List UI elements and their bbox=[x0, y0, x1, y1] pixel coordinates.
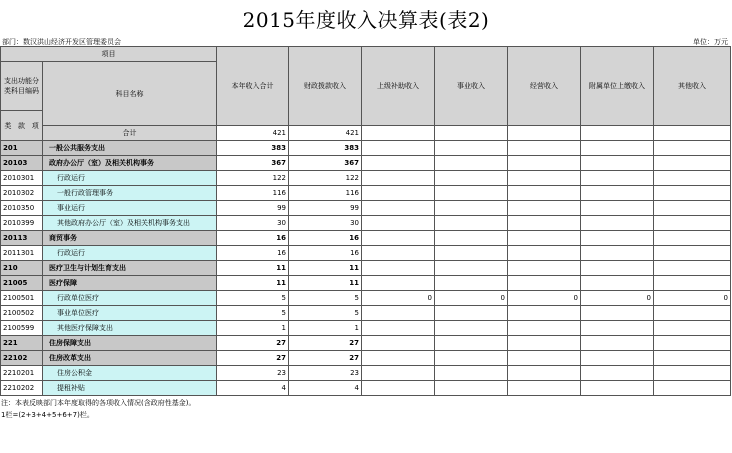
row-other-3 bbox=[362, 201, 435, 216]
row-fiscal-income: 5 bbox=[289, 291, 362, 306]
header-col-5: 经营收入 bbox=[508, 47, 581, 126]
row-other-5 bbox=[508, 246, 581, 261]
row-fiscal-income: 23 bbox=[289, 366, 362, 381]
row-code: 21005 bbox=[1, 276, 43, 291]
table-row bbox=[1, 321, 731, 336]
row-other-7 bbox=[654, 276, 731, 291]
row-other-7 bbox=[654, 246, 731, 261]
row-other-6 bbox=[581, 381, 654, 396]
header-col-1: 本年收入合计 bbox=[217, 47, 289, 126]
row-other-3 bbox=[362, 366, 435, 381]
table-row bbox=[1, 216, 731, 231]
table-row bbox=[1, 141, 731, 156]
row-other-7 bbox=[654, 351, 731, 366]
row-fiscal-income: 116 bbox=[289, 186, 362, 201]
row-other-5 bbox=[508, 321, 581, 336]
report-title: 2015年度收入决算表(表2) bbox=[242, 8, 490, 32]
row-code: 201 bbox=[1, 141, 43, 156]
total-label: 合计 bbox=[43, 126, 217, 141]
header-lei: 类 bbox=[4, 121, 12, 130]
table-row bbox=[1, 306, 731, 321]
row-other-5 bbox=[508, 351, 581, 366]
row-total-income: 4 bbox=[217, 381, 289, 396]
row-other-5 bbox=[508, 261, 581, 276]
row-subject-name: 政府办公厅（室）及相关机构事务 bbox=[43, 156, 217, 171]
table-row bbox=[1, 201, 731, 216]
row-subject-name: 其他医疗保障支出 bbox=[43, 321, 217, 336]
row-other-7 bbox=[654, 201, 731, 216]
table-row bbox=[1, 156, 731, 171]
row-subject-name: 一般行政管理事务 bbox=[43, 186, 217, 201]
income-table bbox=[0, 46, 731, 396]
row-total-income: 5 bbox=[217, 306, 289, 321]
row-subject-name: 医疗卫生与计划生育支出 bbox=[43, 261, 217, 276]
row-total-income: 27 bbox=[217, 351, 289, 366]
row-code: 210 bbox=[1, 261, 43, 276]
row-other-3 bbox=[362, 261, 435, 276]
row-other-4: 0 bbox=[435, 291, 508, 306]
row-subject-name: 行政单位医疗 bbox=[43, 291, 217, 306]
row-other-5 bbox=[508, 201, 581, 216]
row-other-5 bbox=[508, 231, 581, 246]
row-code: 2210201 bbox=[1, 366, 43, 381]
header-col-2: 财政拨款收入 bbox=[289, 47, 362, 126]
row-code: 2210202 bbox=[1, 381, 43, 396]
row-other-4 bbox=[435, 366, 508, 381]
table-row bbox=[1, 366, 731, 381]
row-code: 2010399 bbox=[1, 216, 43, 231]
row-other-5 bbox=[508, 141, 581, 156]
row-other-3 bbox=[362, 141, 435, 156]
row-subject-name: 行政运行 bbox=[43, 246, 217, 261]
row-other-3 bbox=[362, 171, 435, 186]
row-other-3 bbox=[362, 186, 435, 201]
row-fiscal-income: 27 bbox=[289, 351, 362, 366]
row-other-6 bbox=[581, 276, 654, 291]
row-other-5 bbox=[508, 366, 581, 381]
row-other-5 bbox=[508, 156, 581, 171]
row-other-4 bbox=[435, 216, 508, 231]
row-other-6 bbox=[581, 321, 654, 336]
header-xiang: 项 bbox=[31, 121, 39, 130]
row-other-4 bbox=[435, 336, 508, 351]
row-subject-name: 医疗保障 bbox=[43, 276, 217, 291]
row-total-income: 5 bbox=[217, 291, 289, 306]
row-fiscal-income: 99 bbox=[289, 201, 362, 216]
header-col-7: 其他收入 bbox=[654, 47, 731, 126]
row-other-5 bbox=[508, 336, 581, 351]
row-other-6 bbox=[581, 261, 654, 276]
row-fiscal-income: 367 bbox=[289, 156, 362, 171]
row-fiscal-income: 122 bbox=[289, 171, 362, 186]
row-total-income: 23 bbox=[217, 366, 289, 381]
row-fiscal-income: 27 bbox=[289, 336, 362, 351]
header-project: 项目 bbox=[1, 47, 217, 62]
row-total-income: 11 bbox=[217, 261, 289, 276]
total-row bbox=[1, 126, 731, 141]
row-other-4 bbox=[435, 231, 508, 246]
row-other-4 bbox=[435, 186, 508, 201]
row-fiscal-income: 30 bbox=[289, 216, 362, 231]
row-total-income: 30 bbox=[217, 216, 289, 231]
row-fiscal-income: 16 bbox=[289, 231, 362, 246]
table-row bbox=[1, 231, 731, 246]
row-total-income: 116 bbox=[217, 186, 289, 201]
row-other-4 bbox=[435, 306, 508, 321]
row-other-6 bbox=[581, 186, 654, 201]
row-code: 2010302 bbox=[1, 186, 43, 201]
row-subject-name: 住房保障支出 bbox=[43, 336, 217, 351]
row-fiscal-income: 11 bbox=[289, 261, 362, 276]
row-other-4 bbox=[435, 246, 508, 261]
header-lkx-cell bbox=[1, 111, 43, 141]
row-code: 2100502 bbox=[1, 306, 43, 321]
row-other-7 bbox=[654, 261, 731, 276]
unit-label: 单位：万元 bbox=[693, 38, 728, 46]
table-row bbox=[1, 351, 731, 366]
row-other-6 bbox=[581, 366, 654, 381]
row-other-7 bbox=[654, 156, 731, 171]
row-other-6 bbox=[581, 246, 654, 261]
row-other-3 bbox=[362, 246, 435, 261]
row-code: 20103 bbox=[1, 156, 43, 171]
row-code: 221 bbox=[1, 336, 43, 351]
row-other-7 bbox=[654, 141, 731, 156]
row-other-7: 0 bbox=[654, 291, 731, 306]
row-other-5 bbox=[508, 216, 581, 231]
table-row bbox=[1, 381, 731, 396]
row-other-6 bbox=[581, 156, 654, 171]
header-subject-name: 科目名称 bbox=[43, 62, 217, 126]
row-other-6: 0 bbox=[581, 291, 654, 306]
row-fiscal-income: 383 bbox=[289, 141, 362, 156]
total-value-2: 421 bbox=[289, 126, 362, 141]
row-subject-name: 一般公共服务支出 bbox=[43, 141, 217, 156]
header-row-project bbox=[1, 47, 731, 62]
header-kuan: 款 bbox=[18, 121, 25, 130]
row-code: 20113 bbox=[1, 231, 43, 246]
row-other-3 bbox=[362, 336, 435, 351]
row-other-4 bbox=[435, 261, 508, 276]
row-other-3 bbox=[362, 231, 435, 246]
table-row bbox=[1, 276, 731, 291]
row-other-7 bbox=[654, 171, 731, 186]
row-code: 2010301 bbox=[1, 171, 43, 186]
row-other-5 bbox=[508, 276, 581, 291]
row-total-income: 383 bbox=[217, 141, 289, 156]
row-subject-name: 住房公积金 bbox=[43, 366, 217, 381]
row-fiscal-income: 1 bbox=[289, 321, 362, 336]
row-other-3: 0 bbox=[362, 291, 435, 306]
row-total-income: 99 bbox=[217, 201, 289, 216]
row-other-6 bbox=[581, 351, 654, 366]
table-row bbox=[1, 186, 731, 201]
row-other-7 bbox=[654, 381, 731, 396]
row-other-7 bbox=[654, 186, 731, 201]
table-row bbox=[1, 171, 731, 186]
row-subject-name: 行政运行 bbox=[43, 171, 217, 186]
row-other-5: 0 bbox=[508, 291, 581, 306]
header-class-code: 支出功能分类科目编码 bbox=[1, 62, 43, 111]
row-fiscal-income: 16 bbox=[289, 246, 362, 261]
row-subject-name: 提租补贴 bbox=[43, 381, 217, 396]
row-other-6 bbox=[581, 216, 654, 231]
row-total-income: 122 bbox=[217, 171, 289, 186]
row-code: 2010350 bbox=[1, 201, 43, 216]
row-other-4 bbox=[435, 156, 508, 171]
header-col-6: 附属单位上缴收入 bbox=[581, 47, 654, 126]
footnote-2: 1栏=(2+3+4+5+6+7)栏。 bbox=[1, 411, 94, 419]
row-other-4 bbox=[435, 171, 508, 186]
row-total-income: 1 bbox=[217, 321, 289, 336]
row-other-6 bbox=[581, 171, 654, 186]
row-other-7 bbox=[654, 366, 731, 381]
row-other-3 bbox=[362, 156, 435, 171]
row-other-4 bbox=[435, 201, 508, 216]
row-other-4 bbox=[435, 141, 508, 156]
row-other-5 bbox=[508, 381, 581, 396]
row-other-5 bbox=[508, 171, 581, 186]
row-other-6 bbox=[581, 141, 654, 156]
row-code: 22102 bbox=[1, 351, 43, 366]
row-other-6 bbox=[581, 231, 654, 246]
row-subject-name: 事业单位医疗 bbox=[43, 306, 217, 321]
table-row bbox=[1, 261, 731, 276]
row-other-7 bbox=[654, 321, 731, 336]
table-row bbox=[1, 246, 731, 261]
row-other-4 bbox=[435, 276, 508, 291]
row-fiscal-income: 5 bbox=[289, 306, 362, 321]
row-other-3 bbox=[362, 381, 435, 396]
row-other-7 bbox=[654, 216, 731, 231]
row-total-income: 16 bbox=[217, 231, 289, 246]
row-other-6 bbox=[581, 201, 654, 216]
row-fiscal-income: 11 bbox=[289, 276, 362, 291]
row-subject-name: 其他政府办公厅（室）及相关机构事务支出 bbox=[43, 216, 217, 231]
row-subject-name: 事业运行 bbox=[43, 201, 217, 216]
row-other-6 bbox=[581, 336, 654, 351]
table-row bbox=[1, 336, 731, 351]
row-other-5 bbox=[508, 186, 581, 201]
department-label: 部门：数汉洪山经济开发区管理委员会 bbox=[2, 38, 121, 46]
row-other-3 bbox=[362, 306, 435, 321]
total-value-1: 421 bbox=[217, 126, 289, 141]
header-col-3: 上级补助收入 bbox=[362, 47, 435, 126]
row-other-7 bbox=[654, 231, 731, 246]
row-total-income: 11 bbox=[217, 276, 289, 291]
row-subject-name: 住房改革支出 bbox=[43, 351, 217, 366]
row-other-5 bbox=[508, 306, 581, 321]
row-subject-name: 商贸事务 bbox=[43, 231, 217, 246]
row-other-4 bbox=[435, 321, 508, 336]
header-col-4: 事业收入 bbox=[435, 47, 508, 126]
row-total-income: 367 bbox=[217, 156, 289, 171]
row-total-income: 27 bbox=[217, 336, 289, 351]
row-code: 2100501 bbox=[1, 291, 43, 306]
row-other-4 bbox=[435, 381, 508, 396]
row-other-4 bbox=[435, 351, 508, 366]
table-row bbox=[1, 291, 731, 306]
row-total-income: 16 bbox=[217, 246, 289, 261]
row-code: 2011301 bbox=[1, 246, 43, 261]
row-other-3 bbox=[362, 321, 435, 336]
row-fiscal-income: 4 bbox=[289, 381, 362, 396]
row-other-7 bbox=[654, 336, 731, 351]
row-other-6 bbox=[581, 306, 654, 321]
row-other-3 bbox=[362, 351, 435, 366]
row-other-3 bbox=[362, 216, 435, 231]
row-other-3 bbox=[362, 276, 435, 291]
footnote-1: 注：本表反映部门本年度取得的各项收入情况(含政府性基金)。 bbox=[1, 399, 196, 407]
row-other-7 bbox=[654, 306, 731, 321]
row-code: 2100599 bbox=[1, 321, 43, 336]
